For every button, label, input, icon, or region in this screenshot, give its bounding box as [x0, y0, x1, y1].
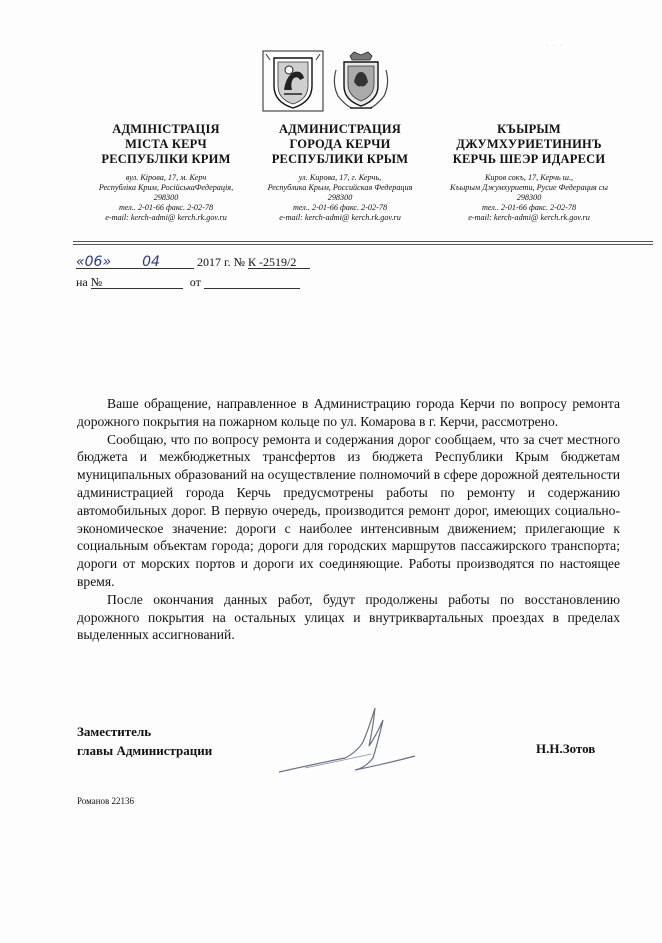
handwritten-day: «06» [76, 254, 112, 270]
header-ukrainian-block [84, 122, 248, 223]
reference-number-field [91, 275, 183, 289]
header-ukrainian-title [84, 122, 248, 167]
header-russian-title [252, 122, 428, 167]
reference-date-field [204, 275, 300, 289]
signatory-position-line: Заместитель [77, 724, 152, 739]
body-paragraph: Сообщаю, что по вопросу ремонта и содержания дорог сообщаем, что за счет местного бюджета и межбюджетных трансфертов из бюджета Республики Крым бюджетам муниципальных образований на осуществление полномочий в сфере дорожной деятельности администрацией города Керчь предусмотрены работы по ремонту и содержанию автомобильных дорог. В первую очередь, производится ремонт дорог, имеющих социально-экономическое значение: дороги с наиболее интенсивным движением; прилегающие к социальным объектам города; дороги для городских маршрутов пассажирского транспорта; дороги от морских портов и дороги их соединяющие. Работы производятся по настоящее время. [77, 431, 620, 589]
header-crimean-tatar-address [434, 173, 624, 223]
address-line: Киров сокъ, 17, Керчь ш., [484, 173, 574, 182]
header-title-line: КЕРЧЬ ШЕЭР ИДАРЕСИ [452, 152, 606, 166]
kerch-coat-of-arms-icon [330, 50, 392, 112]
address-line: e-mail: kerch-admi@ kerch.rk.gov.ru [105, 213, 227, 222]
address-line: 298300 [327, 193, 353, 202]
address-line: 298300 [516, 193, 542, 202]
registration-number: К -2519/2 [248, 255, 297, 269]
header-russian-block [252, 122, 428, 223]
signatory-name: Н.Н.Зотов [536, 741, 596, 756]
header-crimean-tatar-title [434, 122, 624, 167]
address-line: e-mail: kerch-admi@ kerch.rk.gov.ru [279, 213, 401, 222]
registration-month [108, 255, 194, 269]
header-title-line: ДЖУМХУРИЕТИНИНЪ [456, 137, 602, 151]
letter-body [77, 395, 620, 644]
address-line: тел.. 2-01-66 факс. 2-02-78 [118, 203, 214, 212]
address-line: тел.. 2-01-66 факс. 2-02-78 [292, 203, 388, 212]
address-line: Республика Крым, Российская Федерация [267, 183, 413, 192]
address-line: вул. Кірова, 17, м. Керч [125, 173, 207, 182]
bleed-through-mark: · · · [545, 38, 563, 52]
reference-prefix: на [76, 275, 88, 289]
registration-date-line [76, 255, 310, 269]
body-paragraph: После окончания данных работ, будут продолжены работы по восстановлению дорожного покрытия на остальных улицах и внутриквартальных проездах в пределах выделенных ассигнований. [77, 591, 620, 643]
address-line: Къырым Джумхуриети, Русие Федерация сы [450, 183, 608, 192]
address-line: e-mail: kerch-admi@ kerch.rk.gov.ru [468, 213, 590, 222]
registration-number-field [248, 255, 310, 269]
header-title-line: КЪЫРЫМ [497, 122, 561, 136]
executor-note: Романов 22136 [77, 796, 135, 806]
header-title-line: ГОРОДА КЕРЧИ [289, 137, 391, 151]
address-line: Республіка Крим, РосійськаФедерація, [98, 183, 234, 192]
reference-from-label: от [189, 275, 201, 289]
header-ukrainian-address [84, 173, 248, 223]
reference-number-label: № [90, 275, 103, 289]
crimea-coat-of-arms-icon [262, 50, 324, 112]
header-title-line: АДМІНІСТРАЦІЯ [112, 122, 220, 136]
signatory-position [77, 722, 212, 760]
address-line: 298300 [153, 193, 179, 202]
header-crimean-tatar-block [434, 122, 624, 223]
signatory-position-line: главы Администрации [77, 743, 213, 758]
header-title-line: МІСТА КЕРЧ [125, 137, 207, 151]
header-title-line: РЕСПУБЛИКИ КРЫМ [271, 152, 409, 166]
header-title-line: АДМИНИСТРАЦИЯ [278, 122, 402, 136]
registration-year-label: 2017 г. № [197, 255, 246, 269]
handwritten-signature [275, 698, 425, 783]
registration-reference-line [76, 275, 300, 289]
registration-day [76, 254, 112, 270]
header-russian-address [252, 173, 428, 223]
body-paragraph: Ваше обращение, направленное в Администрацию города Керчи по вопросу ремонта дорожного покрытия на пожарном кольце по ул. Комарова в г. Керчи, рассмотрено. [77, 396, 620, 429]
handwritten-month: 04 [142, 254, 160, 270]
header-title-line: РЕСПУБЛІКИ КРИМ [101, 152, 231, 166]
address-line: ул. Кирова, 17, г. Керчь, [298, 173, 382, 182]
header-divider [73, 241, 653, 242]
address-line: тел.. 2-01-66 факс. 2-02-78 [481, 203, 577, 212]
header-divider [73, 244, 653, 245]
